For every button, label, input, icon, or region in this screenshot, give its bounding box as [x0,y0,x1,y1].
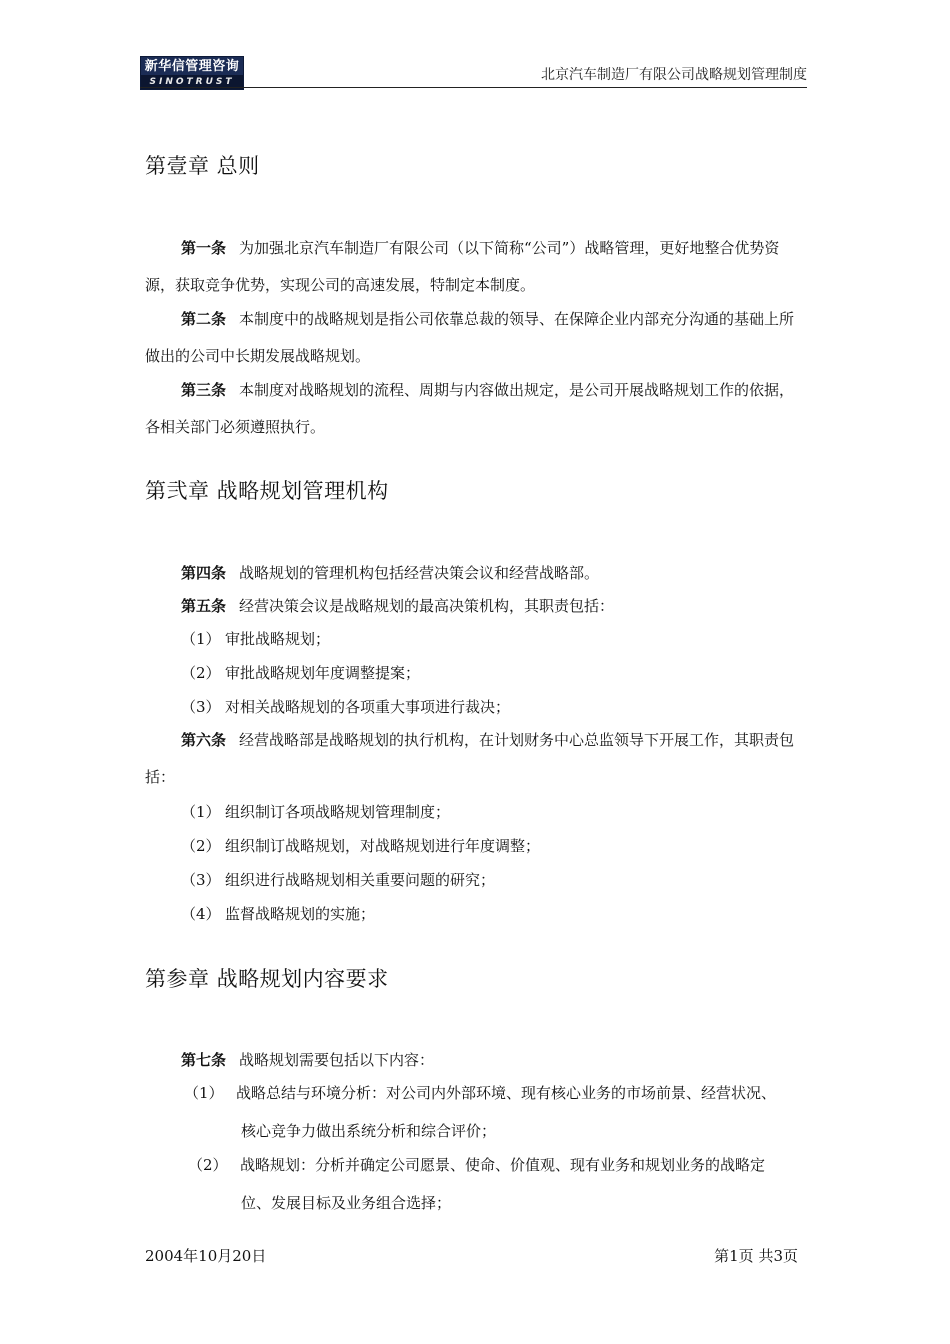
footer-date: 2004年10月20日 [145,1247,267,1265]
chapter-heading-1: 第壹章 总则 [145,154,260,178]
article-label: 第五条 [181,597,227,615]
list-item: （2） 战略规划：分析并确定公司愿景、使命、价值观、现有业务和规划业务的战略定 [188,1156,766,1174]
list-item: （1） 战略总结与环境分析：对公司内外部环境、现有核心业务的市场前景、经营状况、 [184,1084,777,1102]
article-text: 为加强北京汽车制造厂有限公司（以下简称“公司”）战略管理，更好地整合优势资源，获取竞争优势，实现公司的高速发展，特制定本制度。 [145,239,780,294]
article-7 [181,1050,434,1070]
list-item-continuation: 核心竞争力做出系统分析和综合评价； [241,1122,497,1140]
article-text: 本制度中的战略规划是指公司依靠总裁的领导、在保障企业内部充分沟通的基础上所做出的公司中长期发展战略规划。 [145,310,795,365]
logo-chinese-text: 新华信管理咨询 [144,59,240,74]
footer-page-number: 第1页 共3页 [714,1247,798,1265]
list-item: （3） 组织进行战略规划相关重要问题的研究； [181,871,496,889]
article-label: 第二条 [181,310,227,328]
article-label: 第四条 [181,564,227,582]
article-text: 经营决策会议是战略规划的最高决策机构，其职责包括： [239,597,615,615]
company-logo [140,56,244,90]
list-item-continuation: 位、发展目标及业务组合选择； [241,1194,452,1212]
article-label: 第三条 [181,381,227,399]
document-title: 北京汽车制造厂有限公司战略规划管理制度 [541,67,807,83]
article-label: 第六条 [181,731,227,749]
article-text: 经营战略部是战略规划的执行机构，在计划财务中心总监领导下开展工作，其职责包括： [145,731,795,786]
article-1 [145,230,807,304]
list-item: （1） 审批战略规划； [181,630,331,648]
list-item: （4） 监督战略规划的实施； [181,905,376,923]
article-text: 战略规划需要包括以下内容： [239,1051,435,1069]
header-divider [140,87,807,88]
article-3 [145,372,807,446]
list-item: （1） 组织制订各项战略规划管理制度； [181,803,451,821]
list-item: （2） 组织制订战略规划，对战略规划进行年度调整； [181,837,541,855]
article-6 [145,722,807,796]
article-text: 战略规划的管理机构包括经营决策会议和经营战略部。 [239,564,600,582]
logo-english-text: SINOTRUST [141,75,243,89]
list-item: （3） 对相关战略规划的各项重大事项进行裁决； [181,698,511,716]
article-2 [145,301,807,375]
article-label: 第七条 [181,1051,227,1069]
chapter-heading-2: 第弐章 战略规划管理机构 [145,479,389,503]
article-text: 本制度对战略规划的流程、周期与内容做出规定，是公司开展战略规划工作的依据，各相关部门必须遵照执行。 [145,381,795,436]
chapter-heading-3: 第参章 战略规划内容要求 [145,967,389,991]
article-4 [181,563,599,583]
article-5 [181,596,614,616]
article-label: 第一条 [181,239,227,257]
list-item: （2） 审批战略规划年度调整提案； [181,664,421,682]
